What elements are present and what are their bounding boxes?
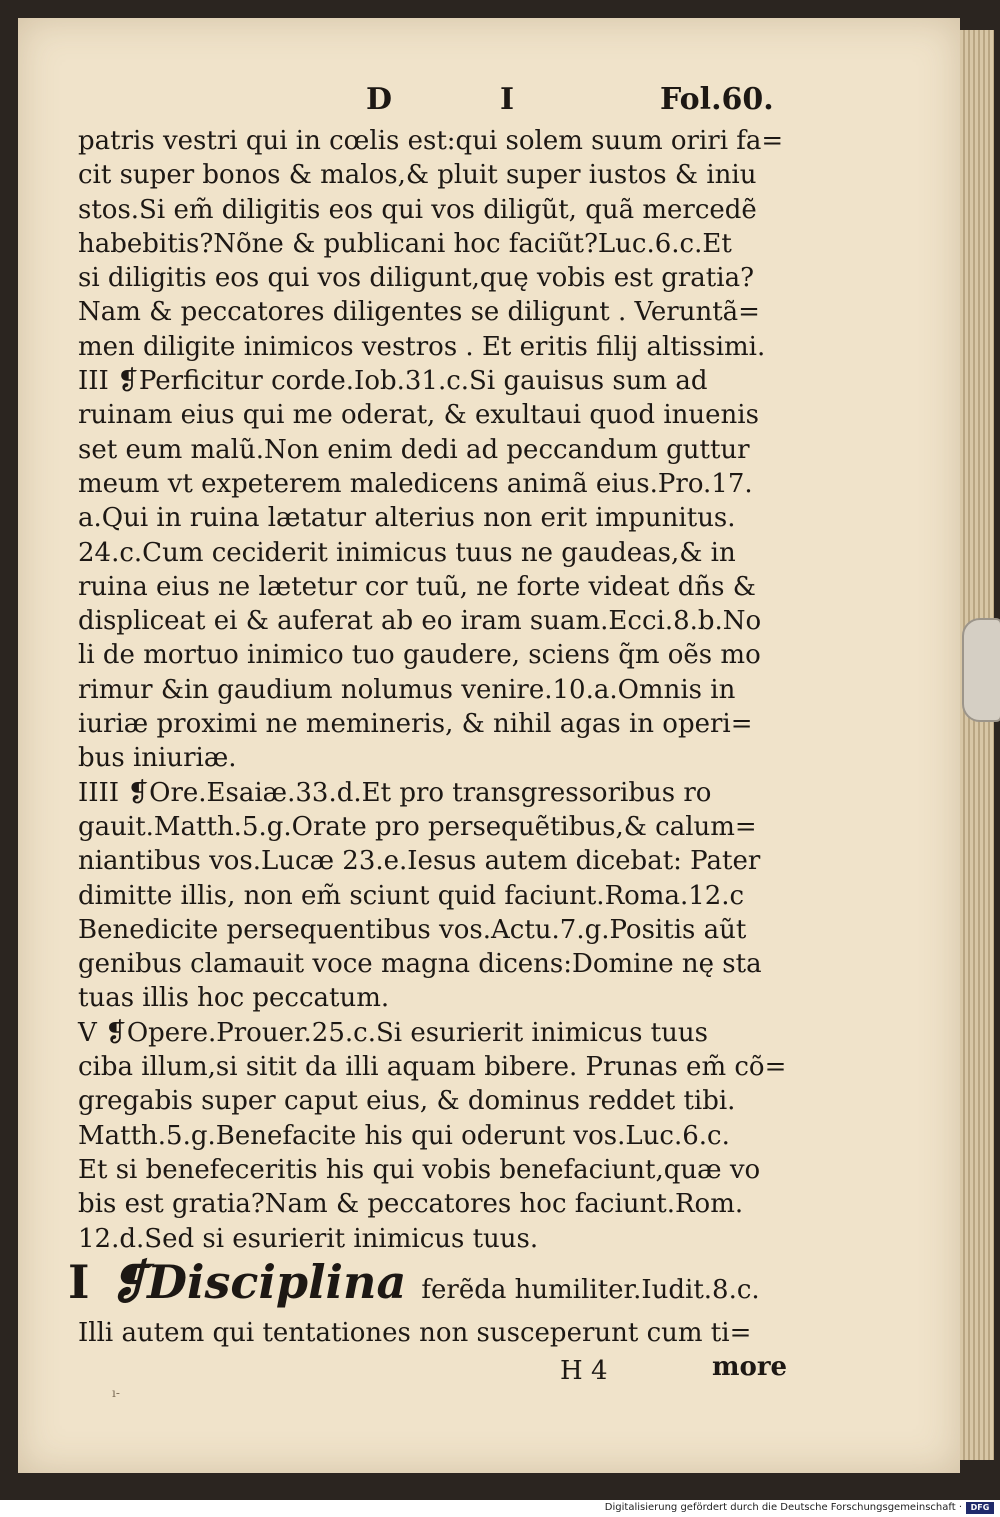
text-line: displiceat ei & auferat ab eo iram suam.Ecci.8.b.No bbox=[78, 606, 762, 637]
text-line: bus iniuriæ. bbox=[78, 743, 237, 774]
text-line: meum vt expeterem maledicens animã eius.Pro.17. bbox=[78, 468, 753, 499]
body-text bbox=[78, 124, 810, 1256]
text-line: 24.c.Cum ceciderit inimicus tuus ne gaudeas,& in bbox=[78, 537, 736, 568]
running-head-signature-a: D bbox=[366, 82, 393, 117]
text-line: gauit.Matth.5.g.Orate pro persequẽtibus,& calum= bbox=[78, 811, 757, 842]
text-line: Illi autem qui tentationes non susceperunt cum ti= bbox=[78, 1318, 752, 1348]
heading-title: ❡Disciplina bbox=[108, 1255, 407, 1309]
dfg-logo: DFG bbox=[966, 1502, 994, 1514]
text-line: patris vestri qui in cœlis est:qui solem suum oriri fa= bbox=[78, 126, 784, 156]
text-line: ruina eius ne lætetur cor tuũ, ne forte videat dñs & bbox=[78, 571, 756, 602]
text-line: ruinam eius qui me oderat, & exultaui quod inuenis bbox=[78, 400, 759, 431]
text-line: Et si benefeceritis his qui vobis benefaciunt,quæ vo bbox=[78, 1154, 761, 1185]
text-line: dimitte illis, non em̃ sciunt quid faciunt.Roma.12.c bbox=[78, 880, 745, 911]
clasp bbox=[962, 618, 1000, 722]
text-line: niantibus vos.Lucæ 23.e.Iesus autem dicebat: Pater bbox=[78, 846, 761, 877]
text-line: 12.d.Sed si esurierit inimicus tuus. bbox=[78, 1223, 539, 1254]
heading-rest: ferẽda humiliter.Iudit.8.c. bbox=[421, 1275, 760, 1305]
text-line: iuriæ proximi ne memineris, & nihil agas in operi= bbox=[78, 709, 753, 740]
text-line: genibus clamauit voce magna dicens:Domine nę sta bbox=[78, 949, 762, 980]
section-heading bbox=[68, 1255, 828, 1309]
text-line: habebitis?Nõne & publicani hoc faciũt?Luc.6.c.Et bbox=[78, 228, 732, 259]
text-line: men diligite inimicos vestros . Et eritis filij altissimi. bbox=[78, 331, 766, 362]
text-line: cit super bonos & malos,& pluit super iustos & iniu bbox=[78, 160, 757, 191]
text-line: IIII ❡Ore.Esaiæ.33.d.Et pro transgressoribus ro bbox=[78, 777, 712, 808]
ink-smudge: ı- bbox=[112, 1386, 120, 1400]
text-line: Matth.5.g.Benefacite his qui oderunt vos.Luc.6.c. bbox=[78, 1120, 730, 1151]
folio-number: Fol.60. bbox=[660, 82, 774, 117]
text-line: rimur &in gaudium nolumus venire.10.a.Omnis in bbox=[78, 674, 736, 705]
running-head-signature-b: I bbox=[500, 82, 515, 117]
text-line: a.Qui in ruina lætatur alterius non erit impunitus. bbox=[78, 503, 736, 534]
bottom-shadow bbox=[0, 1473, 1000, 1500]
text-line: set eum malũ.Non enim dedi ad peccandum guttur bbox=[78, 434, 750, 465]
footer-credit: Digitalisierung gefördert durch die Deutsche Forschungsgemeinschaft · bbox=[604, 1502, 962, 1513]
text-line: si diligitis eos qui vos diligunt,quę vobis est gratia? bbox=[78, 263, 755, 294]
text-line: li de mortuo inimico tuo gaudere, sciens q̃m oẽs mo bbox=[78, 640, 761, 671]
text-line: V ❡Opere.Prouer.25.c.Si esurierit inimicus tuus bbox=[78, 1017, 708, 1048]
text-line: stos.Si em̃ diligitis eos qui vos diligũt, quã mercedẽ bbox=[78, 194, 757, 225]
catchword: more bbox=[712, 1352, 788, 1382]
text-line: Benedicite persequentibus vos.Actu.7.g.Positis aũt bbox=[78, 914, 747, 945]
signature-mark: H 4 bbox=[560, 1356, 608, 1386]
text-line: bis est gratia?Nam & peccatores hoc faciunt.Rom. bbox=[78, 1189, 744, 1220]
text-line: ciba illum,si sitit da illi aquam bibere. Prunas em̃ cõ= bbox=[78, 1052, 787, 1083]
text-line: Nam & peccatores diligentes se diligunt . Veruntã= bbox=[78, 297, 760, 328]
heading-number: I bbox=[68, 1255, 90, 1309]
page-edges bbox=[960, 30, 994, 1460]
text-line: III ❡Perficitur corde.Iob.31.c.Si gauisus sum ad bbox=[78, 366, 708, 397]
text-line: gregabis super caput eius, & dominus reddet tibi. bbox=[78, 1086, 736, 1117]
text-line: tuas illis hoc peccatum. bbox=[78, 983, 390, 1014]
